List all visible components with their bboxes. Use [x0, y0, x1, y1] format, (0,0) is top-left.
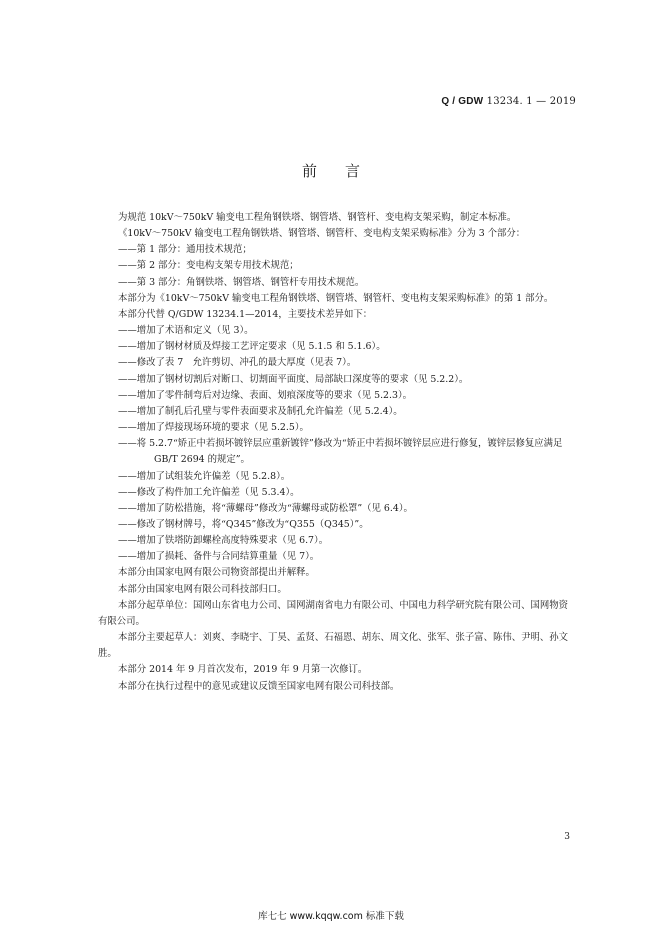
- foreword-body: [98, 210, 572, 695]
- paragraph: 本部分由国家电网有限公司物资部提出并解释。: [118, 567, 315, 579]
- list-item: ——修改了表 7 允许剪切、冲孔的最大厚度（见表 7）。: [118, 357, 357, 369]
- list-item: ——增加了试组装允许偏差（见 5.2.8）。: [118, 470, 291, 482]
- list-item: ——增加了钢材材质及焊接工艺评定要求（见 5.1.5 和 5.1.6）。: [118, 341, 386, 353]
- paragraph: 本部分为《10kV～750kV 输变电工程角钢铁塔、钢管塔、钢管杆、变电构支架采购标准》的第 1 部分。: [118, 292, 554, 304]
- list-item: ——增加了制孔后孔壁与零件表面要求及制孔允许偏差（见 5.2.4）。: [118, 405, 403, 417]
- paragraph: 本部分代替 Q/GDW 13234.1—2014，主要技术差异如下：: [118, 308, 373, 320]
- standard-code-prefix: Q / GDW: [441, 96, 484, 107]
- page-number: 3: [564, 832, 570, 842]
- standard-code-number: 13234. 1 — 2019: [486, 96, 576, 107]
- list-item: ——第 1 部分：通用技术规范；: [118, 244, 252, 256]
- list-item: ——修改了钢材牌号，将“Q345”修改为“Q355（Q345）”。: [118, 518, 369, 530]
- paragraph: 本部分在执行过程中的意见或建议反馈至国家电网有限公司科技部。: [118, 680, 400, 692]
- paragraph: 本部分起草单位：国网山东省电力公司、国网湖南省电力有限公司、中国电力科学研究院有限公司、国网物资有限公司。: [98, 599, 569, 627]
- paragraph: 本部分 2014 年 9 月首次发布，2019 年 9 月第一次修订。: [118, 664, 368, 676]
- list-item: ——增加了防松措施，将“薄螺母”修改为“薄螺母或防松罩”（见 6.4）。: [118, 502, 413, 514]
- list-item: ——第 2 部分：变电构支架专用技术规范；: [118, 260, 299, 272]
- list-item: ——将 5.2.7“矫正中若损坏镀锌层应重新镀锌”修改为“矫正中若损坏镀锌层应进行修复，镀锌层修复应满足 GB/T 2694 的规定”。: [118, 438, 563, 466]
- list-item: ——增加了术语和定义（见 3）。: [118, 325, 254, 337]
- list-item: ——第 3 部分：角钢铁塔、钢管塔、钢管杆专用技术规范。: [118, 276, 365, 288]
- standard-code: [441, 96, 576, 107]
- page-title: 前言: [301, 162, 388, 180]
- paragraph: 本部分由国家电网有限公司科技部归口。: [118, 583, 287, 595]
- list-item: ——增加了钢材切割后对断口、切割面平面度、局部缺口深度等的要求（见 5.2.2）。: [118, 373, 469, 385]
- list-item: ——修改了构件加工允许偏差（见 5.3.4）。: [118, 486, 300, 498]
- list-item: ——增加了零件制弯后对边缘、表面、划痕深度等的要求（见 5.2.3）。: [118, 389, 413, 401]
- paragraph: 为规范 10kV～750kV 输变电工程角钢铁塔、钢管塔、钢管杆、变电构支架采购，制定本标准。: [118, 212, 517, 223]
- list-item: ——增加了焊接现场环境的要求（见 5.2.5）。: [118, 422, 309, 434]
- paragraph: 本部分主要起草人：刘爽、李晓宇、丁昊、孟贤、石福恩、胡东、周文化、张军、张子富、陈伟、尹明、孙文胜。: [98, 632, 569, 660]
- footer-watermark-text[interactable]: 库七七 www.kqqw.com 标准下载: [258, 911, 404, 922]
- paragraph: 《10kV～750kV 输变电工程角钢铁塔、钢管塔、钢管杆、变电构支架采购标准》分为 3 个部分：: [118, 228, 526, 240]
- list-item: ——增加了铁塔防卸螺栓高度特殊要求（见 6.7）。: [118, 535, 329, 547]
- list-item: ——增加了损耗、备件与合同结算重量（见 7）。: [118, 551, 320, 563]
